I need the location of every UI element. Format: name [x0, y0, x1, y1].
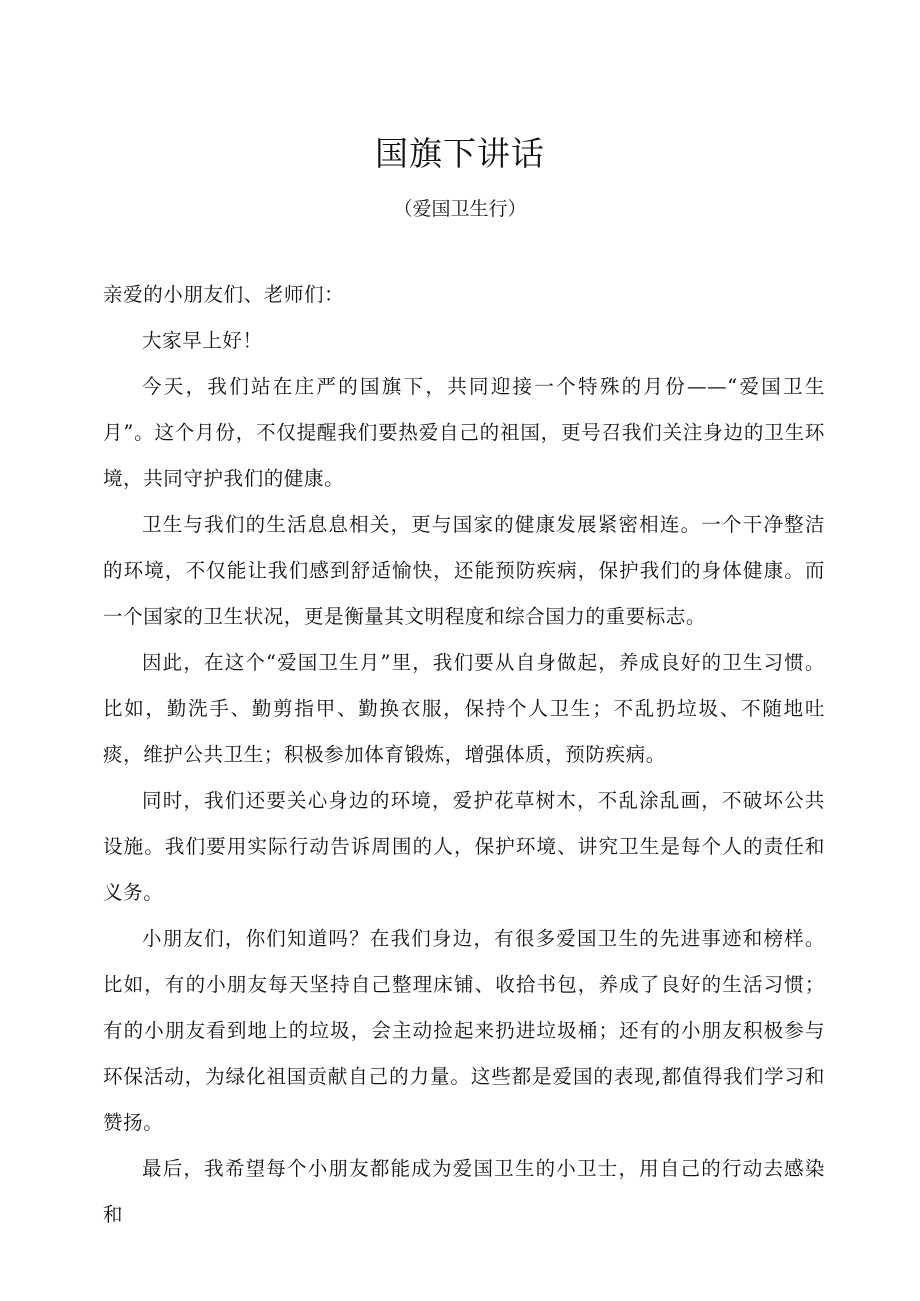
- paragraph-environment: 同时，我们还要关心身边的环境，爱护花草树木，不乱涂乱画，不破坏公共设施。我们要用实际行动告诉周围的人，保护环境、讲究卫生是每个人的责任和义务。: [103, 789, 825, 904]
- paragraph-examples: 小朋友们，你们知道吗？在我们身边，有很多爱国卫生的先进事迹和榜样。比如，有的小朋友每天坚持自己整理床铺、收拾书包，养成了良好的生活习惯；有的小朋友看到地上的垃圾，会主动捡起来扔进垃圾桶；还有的小朋友积极参与环保活动，为绿化祖国贡献自己的力量。这些都是爱国的表现,都值得我们学习和赞扬。: [103, 927, 825, 1134]
- page-title: 国旗下讲话: [375, 134, 545, 173]
- paragraph-closing: 最后，我希望每个小朋友都能成为爱国卫生的小卫士，用自己的行动去感染和: [103, 1157, 825, 1226]
- paragraph-intro: 今天，我们站在庄严的国旗下，共同迎接一个特殊的月份——“爱国卫生月”。这个月份，不仅提醒我们要热爱自己的祖国，更号召我们关注身边的卫生环境，共同守护我们的健康。: [103, 375, 825, 490]
- paragraph-personal-habits: 因此，在这个“爱国卫生月”里，我们要从自身做起，养成良好的卫生习惯。比如，勤洗手、勤剪指甲、勤换衣服，保持个人卫生；不乱扔垃圾、不随地吐痰，维护公共卫生；积极参加体育锻炼，增强体质，预防疾病。: [103, 651, 825, 766]
- page-subtitle: （爱国卫生行）: [393, 198, 527, 220]
- salutation: 亲爱的小朋友们、老师们：: [103, 283, 345, 306]
- paragraph-hygiene-importance: 卫生与我们的生活息息相关，更与国家的健康发展紧密相连。一个干净整洁的环境，不仅能让我们感到舒适愉快，还能预防疾病，保护我们的身体健康。而一个国家的卫生状况，更是衡量其文明程度和综合国力的重要标志。: [103, 513, 825, 628]
- paragraph-greeting: 大家早上好！: [142, 329, 263, 352]
- document-body: [103, 272, 825, 1238]
